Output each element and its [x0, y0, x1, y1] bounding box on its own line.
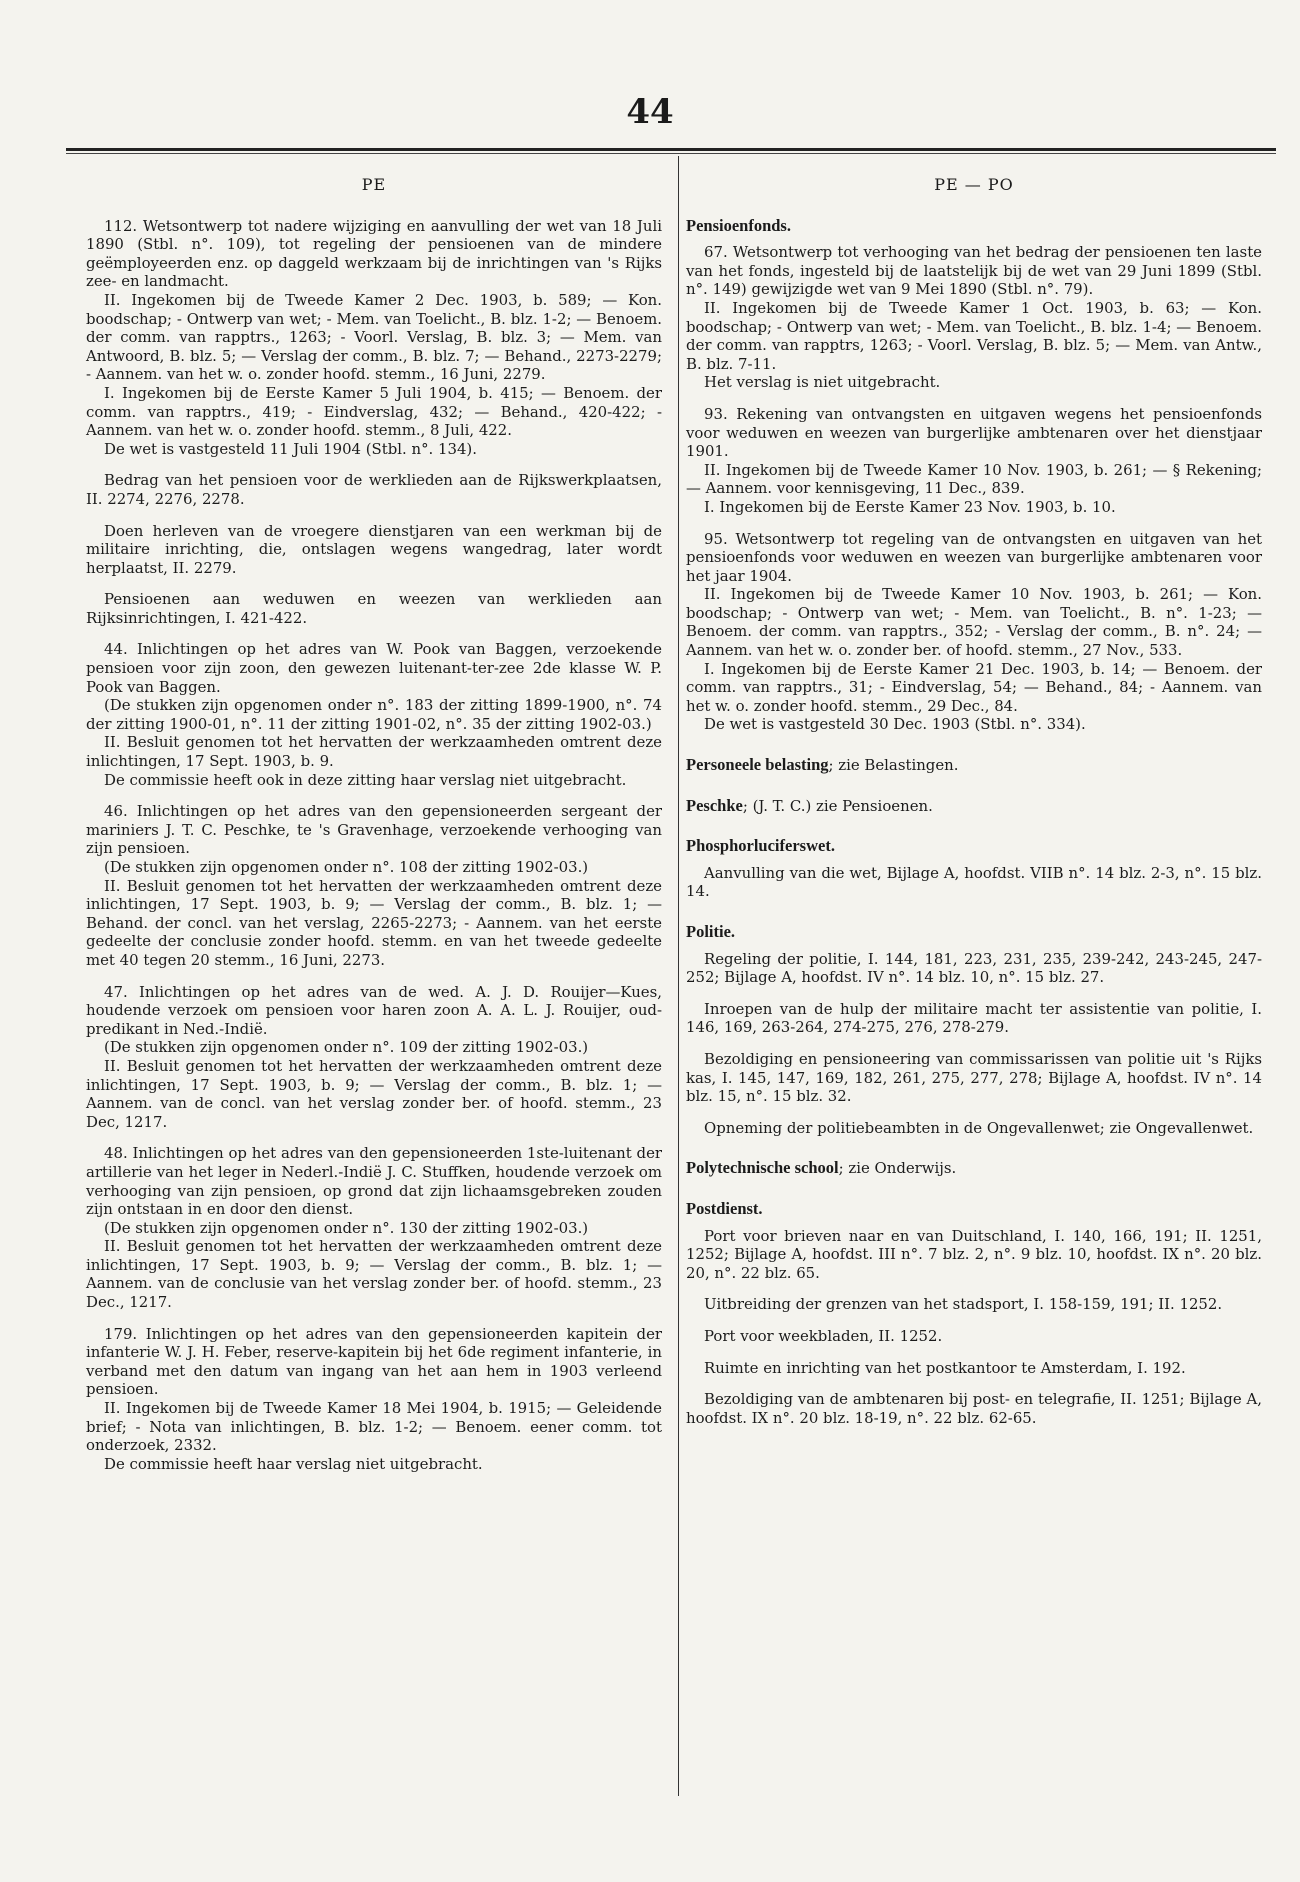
- reference-personeele-belasting: ; zie Belastingen.: [828, 756, 959, 775]
- index-entry: [86, 471, 662, 508]
- entry-paragraph: De commissie heeft ook in deze zitting haar verslag niet uitgebracht.: [104, 770, 627, 789]
- entry-paragraph: Inroepen van de hulp der militaire macht ter assistentie van politie, I. 146, 169, 263-264, 274-275, 276, 278-279.: [686, 999, 1262, 1037]
- entry-paragraph: Regeling der politie, I. 144, 181, 223, 231, 235, 239-242, 243-245, 247-252; Bijlage A, hoofdst. IV n°. 14 blz. 10, n°. 15 blz. 27.: [686, 949, 1262, 987]
- index-entry: [86, 1144, 662, 1311]
- index-entry-personeele-belasting: [686, 756, 1262, 775]
- entry-paragraph: De commissie heeft haar verslag niet uitgebracht.: [104, 1454, 483, 1473]
- entry-paragraph: 47. Inlichtingen op het adres van de wed. A. J. D. Rouijer—Kues, houdende verzoek om pensioen voor haren zoon A. A. L. J. Rouijer, oud-predikant in Ned.-Indië.: [86, 982, 662, 1038]
- entry-paragraph: Opneming der politiebeambten in de Ongevallenwet; zie Ongevallenwet.: [704, 1118, 1254, 1137]
- index-entry: [86, 217, 662, 459]
- heading-pensioenfonds: Pensioenfonds.: [686, 215, 791, 235]
- entry-paragraph: De wet is vastgesteld 30 Dec. 1903 (Stbl. n°. 334).: [704, 715, 1086, 734]
- entry-paragraph: II. Besluit genomen tot het hervatten der werkzaamheden omtrent deze inlichtingen, 17 Sept. 1903, b. 9; — Verslag der comm., B. blz. 1; — Aannem. van de conclusie van het verslag zonder ber. of hoofd. stemm., 23 Dec., 1217.: [86, 1237, 662, 1312]
- entry-paragraph: (De stukken zijn opgenomen onder n°. 130 der zitting 1902-03.): [104, 1218, 589, 1237]
- entry-paragraph: II. Ingekomen bij de Tweede Kamer 1 Oct. 1903, b. 63; — Kon. boodschap; - Ontwerp van wet; - Mem. van Toelicht., B. blz. 1-4; — Benoem. der comm. van rapptrs, 1263; - Voorl. Verslag, B. blz. 5; — Mem. van Antw., B. blz. 7-11.: [686, 298, 1262, 373]
- index-entry: [686, 1119, 1262, 1138]
- left-column-header: PE: [361, 175, 387, 194]
- entry-paragraph: (De stukken zijn opgenomen onder n°. 183 der zitting 1899-1900, n°. 74 der zitting 1900-01, n°. 11 der zitting 1901-02, n°. 35 der zitting 1902-03.): [86, 696, 662, 733]
- entry-paragraph: Aanvulling van die wet, Bijlage A, hoofdst. VIIB n°. 14 blz. 2-3, n°. 15 blz. 14.: [686, 863, 1262, 901]
- index-entry: [686, 950, 1262, 987]
- entry-paragraph: 179. Inlichtingen op het adres van den gepensioneerden kapitein der infanterie W. J. H. Feber, reserve-kapitein bij het 6de regiment infanterie, in verband met den datum van ingang van het aan hem in 1903 verleend pensioen.: [86, 1324, 662, 1399]
- reference-peschke: ; (J. T. C.) zie Pensioenen.: [742, 796, 933, 815]
- entry-paragraph: (De stukken zijn opgenomen onder n°. 108 der zitting 1902-03.): [104, 858, 589, 876]
- index-entry: [686, 405, 1262, 517]
- entry-paragraph: II. Besluit genomen tot het hervatten der werkzaamheden omtrent deze inlichtingen, 17 Sept. 1903, b. 9; — Verslag der comm., B. blz. 1; — Behand. der concl. van het verslag, 2265-2273; - Aannem. van het eerste gedeelte der conclusie zonder hoofd. stemm. en van het tweede gedeelte met 40 tegen 20 stemm., 16 Juni, 2273.: [86, 876, 662, 969]
- entry-paragraph: Bezoldiging en pensioneering van commissarissen van politie uit 's Rijks kas, I. 145, 147, 169, 182, 261, 275, 277, 278; Bijlage A, hoofdst. IV n°. 14 blz. 15, n°. 15 blz. 32.: [686, 1049, 1262, 1106]
- left-column: [86, 170, 662, 1486]
- index-entry: [86, 802, 662, 969]
- index-entry: [86, 522, 662, 578]
- right-column-header: PE — PO: [934, 175, 1014, 194]
- entry-paragraph: Bezoldiging van de ambtenaren bij post- en telegrafie, II. 1251; Bijlage A, hoofdst. IX n°. 20 blz. 18-19, n°. 22 blz. 62-65.: [686, 1390, 1262, 1427]
- pensioenfonds-entries: [686, 243, 1262, 734]
- index-entry: [86, 1325, 662, 1474]
- index-entry: [686, 1050, 1262, 1106]
- column-divider: [678, 156, 679, 1796]
- entry-paragraph: Het verslag is niet uitgebracht.: [704, 373, 941, 392]
- keyword-polytechnische-school: Polytechnische school: [686, 1158, 839, 1178]
- index-entry: [686, 1295, 1262, 1314]
- entry-paragraph: Bedrag van het pensioen voor de werklieden aan de Rijkswerkplaatsen, II. 2274, 2276, 2278.: [86, 471, 662, 508]
- entry-paragraph: 93. Rekening van ontvangsten en uitgaven wegens het pensioenfonds voor weduwen en weezen van burgerlijke ambtenaren over het dienstjaar 1901.: [686, 404, 1262, 461]
- reference-polytechnische-school: ; zie Onderwijs.: [838, 1159, 957, 1178]
- index-entry: [686, 1359, 1262, 1378]
- index-entry: [86, 640, 662, 789]
- index-entry-peschke: [686, 797, 1262, 816]
- entry-paragraph: 112. Wetsontwerp tot nadere wijziging en aanvulling der wet van 18 Juli 1890 (Stbl. n°. 109), tot regeling der pensioenen van de mindere geëmployeerden enz. op daggeld werkzaam bij de inrichtingen van 's Rijks zee- en landmacht.: [86, 216, 662, 291]
- index-entry: [686, 864, 1262, 901]
- entry-paragraph: II. Ingekomen bij de Tweede Kamer 2 Dec. 1903, b. 589; — Kon. boodschap; - Ontwerp van wet; - Mem. van Toelicht., B. blz. 1-2; — Benoem. der comm. van rapptrs., 1263; - Voorl. Verslag, B. blz. 3; — Mem. van Antwoord, B. blz. 5; — Verslag der comm., B. blz. 7; — Behand., 2273-2279; - Aannem. van het w. o. zonder hoofd. stemm., 16 Juni, 2279.: [86, 290, 662, 384]
- right-column: [686, 170, 1262, 1440]
- entry-paragraph: II. Ingekomen bij de Tweede Kamer 10 Nov. 1903, b. 261; — § Rekening; — Aannem. voor kennisgeving, 11 Dec., 839.: [686, 460, 1262, 498]
- entry-paragraph: De wet is vastgesteld 11 Juli 1904 (Stbl. n°. 134).: [104, 439, 477, 458]
- index-entry: [686, 1227, 1262, 1283]
- index-entry: [686, 530, 1262, 735]
- entry-paragraph: II. Ingekomen bij de Tweede Kamer 10 Nov. 1903, b. 261; — Kon. boodschap; - Ontwerp van wet; - Mem. van Toelicht., B. n°. 1-23; — Benoem. der comm. van rapptrs., 352; - Verslag der comm., B. n°. 24; — Aannem. van het w. o. zonder ber. of hoofd. stemm., 27 Nov., 533.: [686, 585, 1262, 660]
- entry-paragraph: 46. Inlichtingen op het adres van den gepensioneerden sergeant der mariniers J. T. C. Peschke, te 's Gravenhage, verzoekende verhooging van zijn pensioen.: [86, 802, 662, 858]
- index-entry: [686, 1327, 1262, 1346]
- entry-paragraph: Doen herleven van de vroegere dienstjaren van een werkman bij de militaire inrichting, die, ontslagen wegens wangedrag, later wordt herplaatst, II. 2279.: [86, 521, 662, 577]
- entry-paragraph: Port voor weekbladen, II. 1252.: [704, 1326, 943, 1345]
- index-entry: [686, 1000, 1262, 1037]
- entry-paragraph: 44. Inlichtingen op het adres van W. Pook van Baggen, verzoekende pensioen voor zijn zoon, den gewezen luitenant-ter-zee 2de klasse W. P. Pook van Baggen.: [86, 640, 662, 696]
- entry-paragraph: I. Ingekomen bij de Eerste Kamer 21 Dec. 1903, b. 14; — Benoem. der comm. van rapptrs., 31; - Eindverslag, 54; — Behand., 84; - Aannem. van het w. o. zonder hoofd. stemm., 29 Dec., 84.: [686, 659, 1262, 715]
- index-entry-polytechnische-school: [686, 1159, 1262, 1178]
- entry-paragraph: Uitbreiding der grenzen van het stadsport, I. 158-159, 191; II. 1252.: [704, 1295, 1223, 1314]
- entry-paragraph: Ruimte en inrichting van het postkantoor te Amsterdam, I. 192.: [704, 1358, 1186, 1377]
- entry-paragraph: II. Besluit genomen tot het hervatten der werkzaamheden omtrent deze inlichtingen, 17 Sept. 1903, b. 9; — Verslag der comm., B. blz. 1; — Aannem. van de concl. van het verslag zonder ber. of hoofd. stemm., 23 Dec, 1217.: [86, 1056, 662, 1131]
- entry-paragraph: 48. Inlichtingen op het adres van den gepensioneerden 1ste-luitenant der artillerie van het leger in Nederl.-Indië J. C. Stuffken, houdende verzoek om verhooging van zijn pensioen, op grond dat zijn lichaamsgebreken zouden zijn ontstaan in en door den dienst.: [86, 1144, 662, 1219]
- phosphor-entries: [686, 864, 1262, 901]
- entry-paragraph: 95. Wetsontwerp tot regeling van de ontvangsten en uitgaven van het pensioenfonds voor weduwen en weezen van burgerlijke ambtenaren voor het jaar 1904.: [686, 529, 1262, 585]
- heading-postdienst: Postdienst.: [686, 1198, 763, 1218]
- entry-paragraph: Pensioenen aan weduwen en weezen van werklieden aan Rijksinrichtingen, I. 421-422.: [86, 590, 662, 627]
- keyword-peschke: Peschke: [686, 795, 743, 815]
- header-rule: [66, 148, 1276, 154]
- heading-politie: Politie.: [686, 922, 736, 941]
- index-entry: [86, 983, 662, 1132]
- keyword-personeele-belasting: Personeele belasting: [686, 755, 829, 775]
- entry-paragraph: I. Ingekomen bij de Eerste Kamer 23 Nov. 1903, b. 10.: [704, 497, 1116, 516]
- left-entries: [86, 217, 662, 1474]
- entry-paragraph: II. Besluit genomen tot het hervatten der werkzaamheden omtrent deze inlichtingen, 17 Sept. 1903, b. 9.: [86, 733, 662, 771]
- index-entry: [686, 243, 1262, 392]
- index-entry: [86, 590, 662, 627]
- heading-phosphorluciferswet: Phosphorluciferswet.: [686, 836, 835, 856]
- entry-paragraph: I. Ingekomen bij de Eerste Kamer 5 Juli 1904, b. 415; — Benoem. der comm. van rapptrs., 419; - Eindverslag, 432; — Behand., 420-422; - Aannem. van het w. o. zonder hoofd. stemm., 8 Juli, 422.: [86, 383, 662, 440]
- page-number: 44: [626, 92, 674, 132]
- entry-paragraph: Port voor brieven naar en van Duitschland, I. 140, 166, 191; II. 1251, 1252; Bijlage A, hoofdst. III n°. 7 blz. 2, n°. 9 blz. 10, hoofdst. IX n°. 20 blz. 20, n°. 22 blz. 65.: [686, 1226, 1262, 1282]
- entry-paragraph: II. Ingekomen bij de Tweede Kamer 18 Mei 1904, b. 1915; — Geleidende brief; - Nota van inlichtingen, B. blz. 1-2; — Benoem. eener comm. tot onderzoek, 2332.: [86, 1399, 662, 1455]
- entry-paragraph: (De stukken zijn opgenomen onder n°. 109 der zitting 1902-03.): [104, 1038, 589, 1057]
- index-entry: [686, 1390, 1262, 1427]
- postdienst-entries: [686, 1227, 1262, 1428]
- politie-entries: [686, 950, 1262, 1138]
- entry-paragraph: 67. Wetsontwerp tot verhooging van het bedrag der pensioenen ten laste van het fonds, ingesteld bij de laatstelijk bij de wet van 29 Juni 1899 (Stbl. n°. 149) gewijzigde wet van 9 Mei 1890 (Stbl. n°. 79).: [686, 243, 1262, 299]
